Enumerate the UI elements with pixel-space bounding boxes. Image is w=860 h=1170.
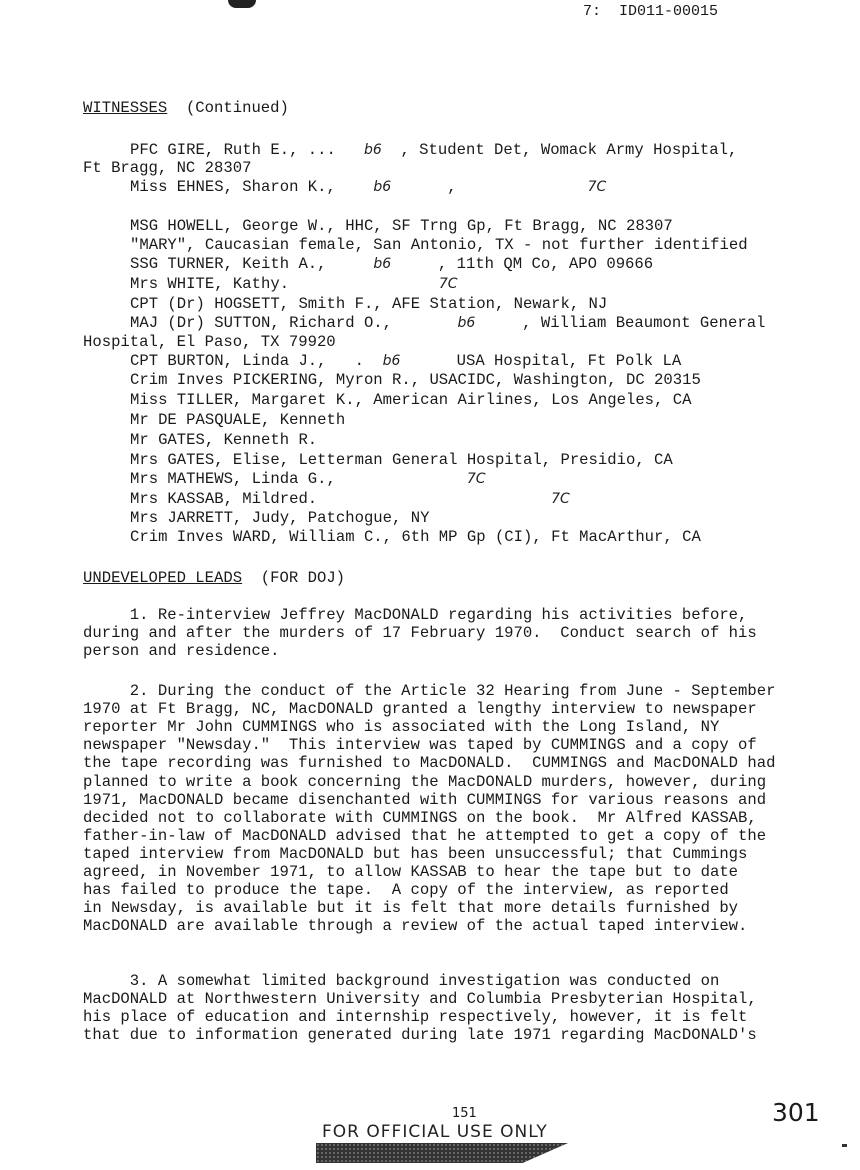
- witness-entry: [130, 411, 345, 429]
- leads-heading: [83, 569, 345, 587]
- leads-heading-suffix: (FOR DOJ): [242, 569, 346, 587]
- paragraph-line: taped interview from MacDONALD but has been unsuccessful; that Cummings: [83, 844, 748, 863]
- scan-mark: [842, 1144, 847, 1147]
- witness-text: Crim Inves WARD, William C., 6th MP Gp (CI), Ft MacArthur, CA: [130, 528, 701, 546]
- witness-entry: [83, 159, 251, 177]
- witness-text: Mrs WHITE, Kathy.: [130, 275, 439, 293]
- witness-text: PFC GIRE, Ruth E., ...: [130, 141, 364, 159]
- paragraph-line: 2. During the conduct of the Article 32 Hearing from June - September: [83, 682, 776, 700]
- witness-text: Mrs JARRETT, Judy, Patchogue, NY: [130, 509, 430, 527]
- witnesses-heading-title: WITNESSES: [83, 99, 168, 117]
- witness-text: SSG TURNER, Keith A.,: [130, 255, 374, 273]
- handwritten-exemption-note: 7C: [587, 179, 607, 195]
- witness-entry: [130, 509, 429, 527]
- witness-text: ,: [391, 178, 588, 196]
- witness-text: Miss EHNES, Sharon K.,: [130, 178, 374, 196]
- handwritten-exemption-note: 7C: [551, 491, 570, 507]
- paragraph-line: MacDONALD are available through a review of the actual taped interview.: [83, 917, 748, 936]
- paragraph-line: agreed, in November 1971, to allow KASSAB to hear the tape but to date: [83, 863, 739, 881]
- paragraph-line: MacDONALD at Northwestern University and Columbia Presbyterian Hospital,: [83, 990, 757, 1009]
- witness-text: CPT (Dr) HOGSETT, Smith F., AFE Station, Newark, NJ: [130, 295, 608, 313]
- paragraph-line: his place of education and internship respectively, however, it is felt: [83, 1008, 748, 1027]
- witness-entry: [130, 391, 691, 409]
- handwritten-exemption-note: b6: [457, 315, 476, 331]
- paragraph-line: the tape recording was furnished to MacDONALD. CUMMINGS and MacDONALD had: [83, 754, 776, 773]
- witness-text: Mr DE PASQUALE, Kenneth: [130, 411, 346, 429]
- witness-text: , Student Det, Womack Army Hospital,: [381, 141, 738, 159]
- witness-text: Mrs GATES, Elise, Letterman General Hospital, Presidio, CA: [130, 451, 673, 469]
- paragraph-line: decided not to collaborate with CUMMINGS on the book. Mr Alfred KASSAB,: [83, 808, 757, 827]
- paragraph-line: reporter Mr John CUMMINGS who is associated with the Long Island, NY: [83, 718, 720, 737]
- witness-entry: [83, 333, 336, 351]
- witness-text: , 11th QM Co, APO 09666: [391, 255, 654, 273]
- handwritten-exemption-note: 7C: [466, 471, 486, 487]
- handwritten-exemption-note: b6: [382, 353, 401, 369]
- witness-entry: [130, 178, 606, 196]
- redaction-bar: [316, 1143, 568, 1163]
- witness-text: , William Beaumont General: [475, 314, 766, 332]
- witness-entry: [130, 255, 653, 273]
- witness-entry: [130, 451, 673, 469]
- paragraph-line: 1. Re-interview Jeffrey MacDONALD regarding his activities before,: [83, 606, 748, 624]
- leads-heading-title: UNDEVELOPED LEADS: [83, 569, 243, 587]
- witness-text: Mrs MATHEWS, Linda G.,: [130, 470, 467, 488]
- witness-text: MAJ (Dr) SUTTON, Richard O.,: [130, 314, 458, 332]
- witness-text: Mrs KASSAB, Mildred.: [130, 490, 552, 508]
- paragraph-line: 3. A somewhat limited background investigation was conducted on: [83, 972, 720, 990]
- witness-entry: [130, 275, 458, 293]
- paragraph-line: newspaper "Newsday." This interview was taped by CUMMINGS and a copy of: [83, 736, 757, 755]
- handwritten-exemption-note: b6: [363, 142, 382, 158]
- witnesses-heading: [83, 99, 289, 117]
- witness-entry: [130, 314, 765, 332]
- witness-entry: [130, 371, 701, 389]
- scan-blot: [228, 0, 256, 8]
- paragraph-line: in Newsday, is available but it is felt that more details furnished by: [83, 899, 739, 918]
- official-use-marking: [316, 1122, 568, 1164]
- witness-text: Hospital, El Paso, TX 79920: [83, 333, 336, 351]
- handwritten-exemption-note: b6: [373, 256, 392, 272]
- paragraph-line: that due to information generated during late 1971 regarding MacDONALD's: [83, 1026, 757, 1045]
- page-number: 151: [452, 1106, 477, 1121]
- paragraph-line: father-in-law of MacDONALD advised that he attempted to get a copy of the: [83, 826, 767, 845]
- marking-text: FOR OFFICIAL USE ONLY: [322, 1122, 548, 1142]
- witness-entry: [130, 217, 673, 235]
- handwritten-exemption-note: b6: [373, 179, 392, 195]
- witness-entry: [130, 352, 681, 370]
- witness-entry: [130, 528, 701, 546]
- witness-entry: [130, 141, 737, 159]
- witness-text: MSG HOWELL, George W., HHC, SF Trng Gp, Ft Bragg, NC 28307: [130, 217, 673, 235]
- paragraph-line: during and after the murders of 17 February 1970. Conduct search of his: [83, 624, 757, 643]
- paragraph-line: has failed to produce the tape. A copy of the interview, as reported: [83, 881, 729, 900]
- document-id: 7: ID011-00015: [583, 3, 719, 20]
- witness-text: Miss TILLER, Margaret K., American Airlines, Los Angeles, CA: [130, 391, 692, 409]
- handwritten-exemption-note: 7C: [438, 276, 458, 292]
- witness-entry: [130, 490, 570, 508]
- witness-text: Crim Inves PICKERING, Myron R., USACIDC, Washington, DC 20315: [130, 371, 701, 389]
- witness-text: USA Hospital, Ft Polk LA: [400, 352, 682, 370]
- witness-text: CPT BURTON, Linda J., .: [130, 352, 383, 370]
- stamp-number: 301: [772, 1098, 820, 1127]
- paragraph-line: planned to write a book concerning the MacDONALD murders, however, during: [83, 772, 767, 791]
- witness-entry: [130, 431, 317, 449]
- paragraph-line: person and residence.: [83, 642, 280, 661]
- paragraph-line: 1971, MacDONALD became disenchanted with CUMMINGS for various reasons and: [83, 790, 767, 809]
- witness-text: Ft Bragg, NC 28307: [83, 159, 252, 177]
- witness-text: "MARY", Caucasian female, San Antonio, TX - not further identified: [130, 236, 748, 254]
- witnesses-heading-suffix: (Continued): [167, 99, 289, 117]
- witness-entry: [130, 470, 486, 488]
- witness-entry: [130, 295, 607, 313]
- witness-text: Mr GATES, Kenneth R.: [130, 431, 318, 449]
- witness-entry: [130, 236, 748, 254]
- paragraph-line: 1970 at Ft Bragg, NC, MacDONALD granted a lengthy interview to newspaper: [83, 700, 757, 719]
